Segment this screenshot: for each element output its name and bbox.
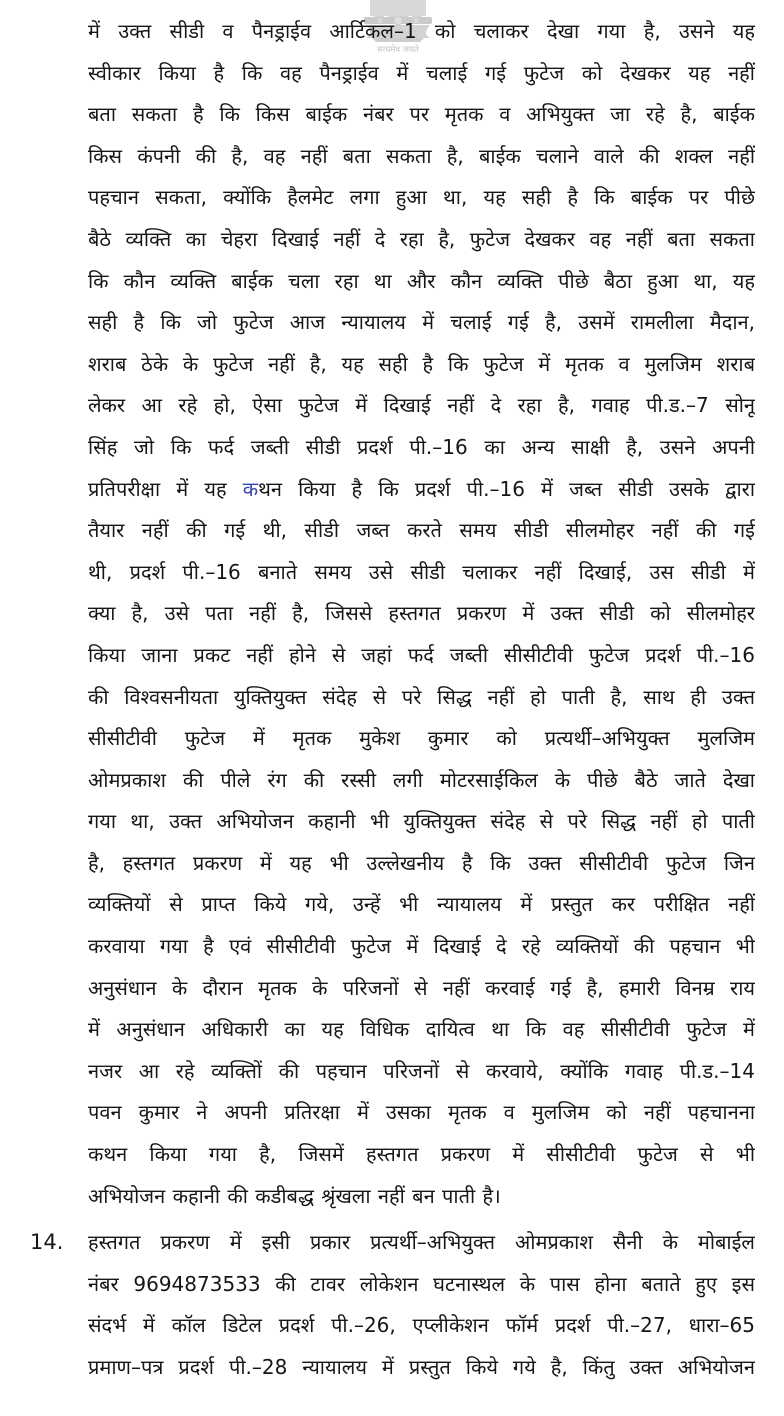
judgment-text bbox=[30, 11, 755, 1389]
text-line: अभियोजन कहानी की कडीबद्ध श्रृंखला नहीं बन पाती है। bbox=[88, 1183, 501, 1208]
text-line: क्या है, उसे पता नहीं है, जिससे हस्तगत प्रकरण में उक्त सीडी को सीलमोहर bbox=[88, 601, 755, 626]
text-line: बैठे व्यक्ति का चेहरा दिखाई नहीं दे रहा है, फुटेज देखकर वह नहीं बता सकता bbox=[88, 226, 755, 251]
text-line bbox=[88, 469, 755, 511]
text-line: स्वीकार किया है कि वह पैनड्राईव में चलाई गई फुटेज को देखकर यह नहीं bbox=[88, 60, 755, 85]
text-run: थन किया है कि प्रदर्श पी.–16 में जब्त सीडी उसके द्वारा bbox=[258, 476, 755, 501]
text-run: प्रतिपरीक्षा में यह bbox=[88, 476, 243, 501]
text-line: अनुसंधान के दौरान मृतक के परिजनों से नहीं करवाई गई है, हमारी विनम्र राय bbox=[88, 975, 755, 1000]
text-line: सीसीटीवी फुटेज में मृतक मुकेश कुमार को प्रत्यर्थी–अभियुक्त मुलजिम bbox=[88, 726, 755, 751]
text-line: सही है कि जो फुटेज आज न्यायालय में चलाई गई है, उसमें रामलीला मैदान, bbox=[88, 310, 755, 335]
paragraph-number: 14. bbox=[30, 1230, 64, 1255]
text-line: तैयार नहीं की गई थी, सीडी जब्त करते समय सीडी सीलमोहर नहीं की गई bbox=[88, 518, 755, 543]
text-line: है, हस्तगत प्रकरण में यह भी उल्लेखनीय है कि उक्त सीसीटीवी फुटेज जिन bbox=[88, 850, 755, 875]
text-line: नजर आ रहे व्यक्तिों की पहचान परिजनों से करवाये, क्योंकि गवाह पी.ड.–14 bbox=[88, 1058, 755, 1083]
text-line: किया जाना प्रकट नहीं होने से जहां फर्द जब्ती सीसीटीवी फुटेज प्रदर्श पी.–16 bbox=[88, 642, 755, 667]
text-line: संदर्भ में कॉल डिटेल प्रदर्श पी.–26, एप्लीकेशन फॉर्म प्रदर्श पी.–27, धारा–65 bbox=[88, 1313, 755, 1338]
text-line: बता सकता है कि किस बाईक नंबर पर मृतक व अभियुक्त जा रहे है, बाईक bbox=[88, 102, 755, 127]
text-line: पवन कुमार ने अपनी प्रतिरक्षा में उसका मृतक व मुलजिम को नहीं पहचानना bbox=[88, 1100, 755, 1125]
watermark-motto: सत्यमेव जयते bbox=[377, 45, 419, 55]
text-line: किस कंपनी की है, वह नहीं बता सकता है, बाईक चलाने वाले की शक्ल नहीं bbox=[88, 143, 755, 168]
text-line: करवाया गया है एवं सीसीटीवी फुटेज में दिखाई दे रहे व्यक्तियों की पहचान भी bbox=[88, 934, 755, 959]
text-line: कि कौन व्यक्ति बाईक चला रहा था और कौन व्यक्ति पीछे बैठा हुआ था, यह bbox=[88, 268, 755, 293]
text-line: हस्तगत प्रकरण में इसी प्रकार प्रत्यर्थी–अभियुक्त ओमप्रकाश सैनी के मोबाईल bbox=[88, 1230, 755, 1255]
highlighted-syllable: क bbox=[242, 476, 259, 501]
text-line: लेकर आ रहे हो, ऐसा फुटेज में दिखाई नहीं दे रहा है, गवाह पी.ड.–7 सोनू bbox=[88, 393, 755, 418]
text-line: गया था, उक्त अभियोजन कहानी भी युक्तियुक्त संदेह से परे सिद्ध नहीं हो पाती bbox=[88, 809, 755, 834]
text-line: में उक्त सीडी व पैनड्राईव आर्टिकल–1 को चलाकर देखा गया है, उसने यह bbox=[88, 19, 755, 43]
text-line: में अनुसंधान अधिकारी का यह विधिक दायित्व था कि वह सीसीटीवी फुटेज में bbox=[88, 1017, 755, 1042]
text-line: व्यक्तियों से प्राप्त किये गये, उन्हें भी न्यायालय में प्रस्तुत कर परीक्षित नहीं bbox=[88, 892, 755, 917]
text-line: प्रमाण–पत्र प्रदर्श पी.–28 न्यायालय में प्रस्तुत किये गये है, किंतु उक्त अभियोजन bbox=[88, 1355, 755, 1379]
text-line: सिंह जो कि फर्द जब्ती सीडी प्रदर्श पी.–16 का अन्य साक्षी है, उसने अपनी bbox=[88, 434, 755, 459]
text-line: शराब ठेके के फुटेज नहीं है, यह सही है कि फुटेज में मृतक व मुलजिम शराब bbox=[88, 351, 755, 376]
paragraph bbox=[30, 1222, 755, 1388]
text-line: पहचान सकता, क्योंकि हैलमेट लगा हुआ था, यह सही है कि बाईक पर पीछे bbox=[88, 185, 755, 210]
text-line: की विश्वसनीयता युक्तियुक्त संदेह से परे सिद्ध नहीं हो पाती है, साथ ही उक्त bbox=[88, 684, 755, 709]
text-line: कथन किया गया है, जिसमें हस्तगत प्रकरण में सीसीटीवी फुटेज से भी bbox=[88, 1142, 755, 1167]
text-line: ओमप्रकाश की पीले रंग की रस्सी लगी मोटरसाईकिल के पीछे बैठे जाते देखा bbox=[88, 767, 755, 792]
paragraph bbox=[88, 11, 755, 1217]
text-line: थी, प्रदर्श पी.–16 बनाते समय उसे सीडी चलाकर नहीं दिखाई, उस सीडी में bbox=[88, 559, 755, 584]
text-line: नंबर 9694873533 की टावर लोकेशन घटनास्थल के पास होना बताते हुए इस bbox=[88, 1271, 755, 1296]
